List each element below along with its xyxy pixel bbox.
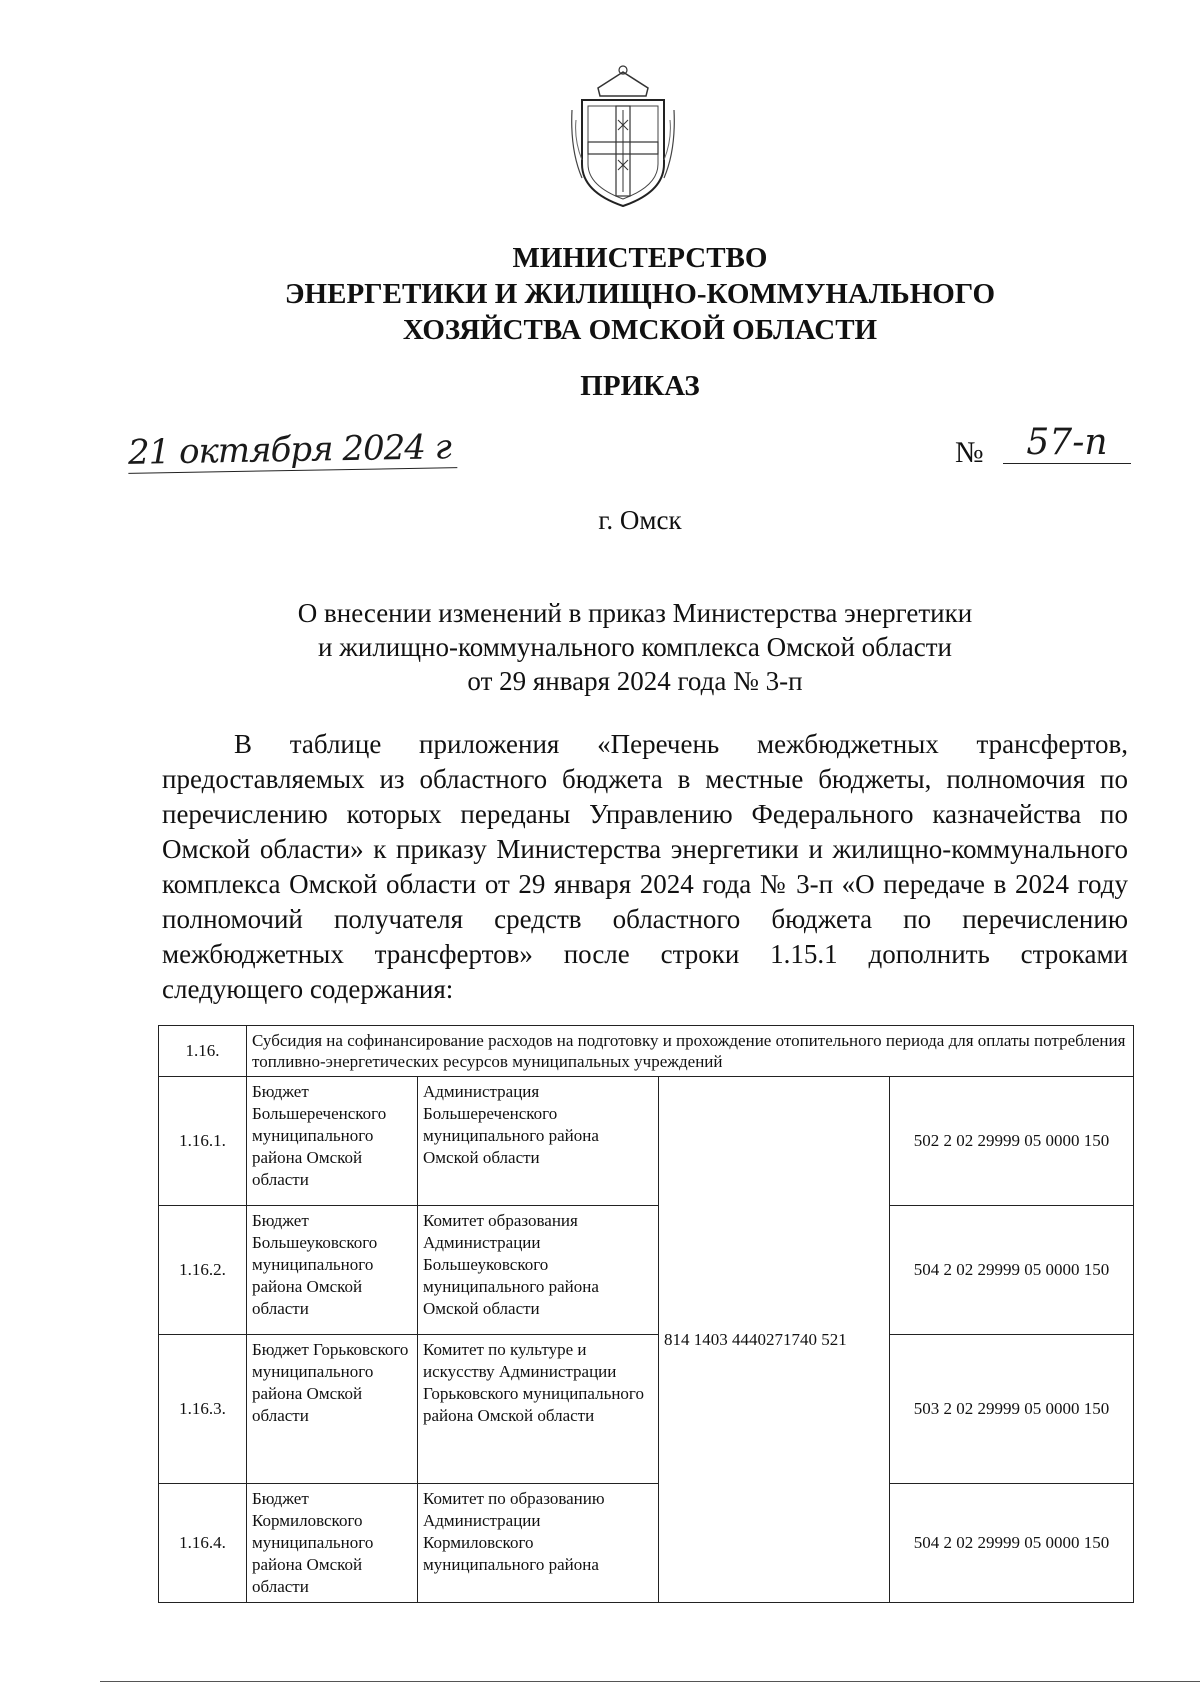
subject-line-3: от 29 января 2024 года № 3-п — [467, 666, 803, 696]
table-header-row — [159, 1026, 1134, 1077]
row-number: 1.16.3. — [159, 1335, 247, 1484]
row-admin: Комитет по образованию Администрации Кормиловского муниципального района — [418, 1484, 659, 1603]
ministry-line-2: ЭНЕРГЕТИКИ И ЖИЛИЩНО-КОММУНАЛЬНОГО — [284, 278, 996, 310]
header-row-text: Субсидия на софинансирование расходов на подготовку и прохождение отопительного периода для оплаты потребления топливно-энергетических ресурсов муниципальных учреждений — [247, 1026, 1134, 1077]
row-budget: Бюджет Кормиловского муниципального района Омской области — [247, 1484, 418, 1603]
ministry-line-3: ХОЗЯЙСТВА ОМСКОЙ ОБЛАСТИ — [402, 314, 878, 346]
coat-of-arms-icon — [568, 60, 678, 210]
subject-line-1: О внесении изменений в приказ Министерства энергетики — [297, 598, 973, 628]
row-code: 502 2 02 29999 05 0000 150 — [890, 1077, 1134, 1206]
header-row-number: 1.16. — [159, 1026, 247, 1077]
shared-kbk-code: 814 1403 4440271740 521 — [659, 1077, 890, 1603]
table-row — [159, 1484, 1134, 1603]
ministry-name — [200, 240, 1080, 348]
row-budget: Бюджет Горьковского муниципального района Омской области — [247, 1335, 418, 1484]
row-code: 504 2 02 29999 05 0000 150 — [890, 1484, 1134, 1603]
table-row — [159, 1077, 1134, 1206]
table-row — [159, 1335, 1134, 1484]
order-title: ПРИКАЗ — [580, 370, 700, 402]
ministry-line-1: МИНИСТЕРСТВО — [512, 242, 768, 274]
subject-line-2: и жилищно-коммунального комплекса Омской области — [318, 632, 952, 662]
body-paragraph: В таблице приложения «Перечень межбюджетных трансфертов, предоставляемых из областного бюджета в местные бюджеты, полномочия по перечислению которых переданы Управлению Федерального казначейства по Омской области» к приказу Министерства энергетики и жилищно-коммунального комплекса Омской области от 29 января 2024 года № 3-п «О передаче в 2024 году полномочий получателя средств областного бюджета по перечислению межбюджетных трансфертов» после строки 1.15.1 дополнить строками следующего содержания: — [162, 729, 1128, 1004]
transfers-table — [158, 1025, 1134, 1603]
row-code: 504 2 02 29999 05 0000 150 — [890, 1206, 1134, 1335]
city: г. Омск — [598, 505, 682, 535]
row-admin: Комитет образования Администрации Большеуковского муниципального района Омской области — [418, 1206, 659, 1335]
table-row — [159, 1206, 1134, 1335]
handwritten-date: 21 октября 2024 г — [128, 427, 458, 474]
row-admin: Комитет по культуре и искусству Администрации Горьковского муниципального района Омской области — [418, 1335, 659, 1484]
row-number: 1.16.2. — [159, 1206, 247, 1335]
order-subject — [250, 596, 1020, 698]
row-budget: Бюджет Большереченского муниципального района Омской области — [247, 1077, 418, 1206]
page-bottom-rule — [100, 1681, 1200, 1682]
row-budget: Бюджет Большеуковского муниципального района Омской области — [247, 1206, 418, 1335]
row-number: 1.16.1. — [159, 1077, 247, 1206]
row-code: 503 2 02 29999 05 0000 150 — [890, 1335, 1134, 1484]
row-number: 1.16.4. — [159, 1484, 247, 1603]
row-admin: Администрация Большереченского муниципального района Омской области — [418, 1077, 659, 1206]
handwritten-order-number: 57-п — [1003, 422, 1131, 464]
number-label: № — [955, 436, 984, 469]
